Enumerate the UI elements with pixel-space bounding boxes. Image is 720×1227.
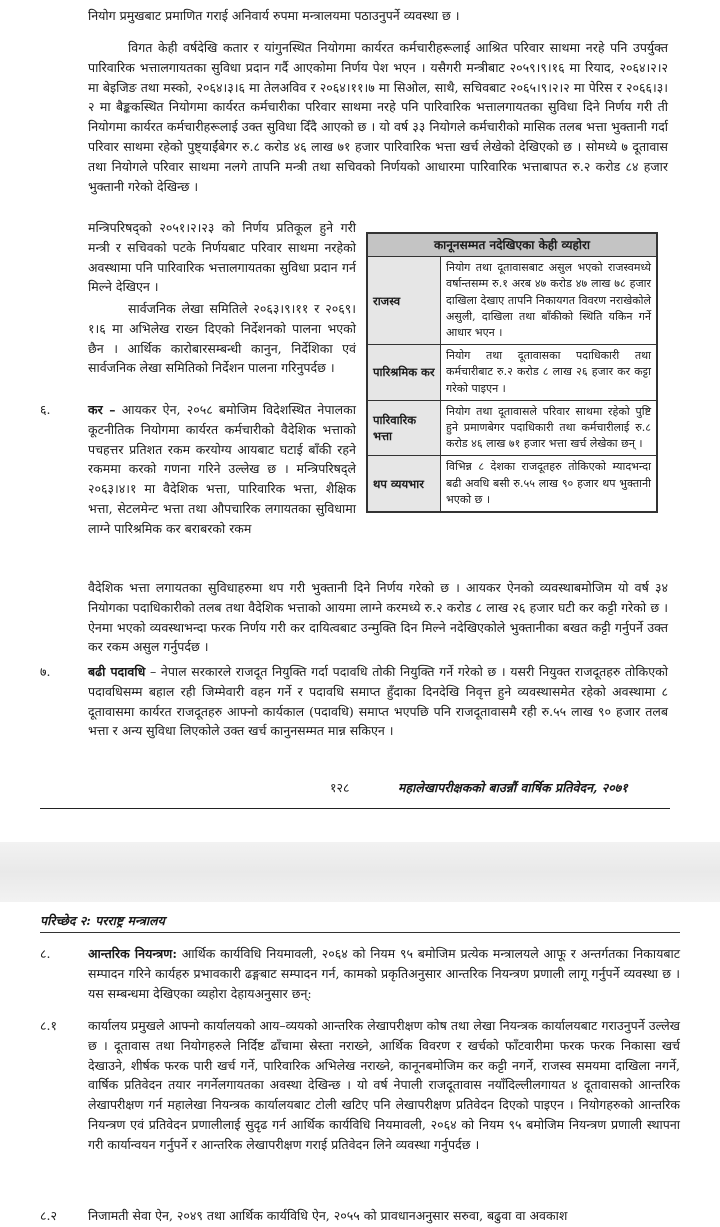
report-page-2: [0, 902, 720, 1227]
table-row: [367, 400, 657, 456]
row-text-family-allowance: नियोग तथा दूतावासले परिवार साथमा रहेको पुष्टि हुने प्रमाणबेगर पदाधिकारी तथा कर्मचारीलाई रु.८ करोड ४६ लाख ७१ हजार भत्ता खर्च लेखेका छन् ।: [441, 400, 658, 456]
row-text-remuneration-tax: नियोग तथा दूतावासका पदाधिकारी तथा कर्मचारीबाट रु.२ करोड ८ लाख २६ हजार कर कट्टा गरेको पाइएन ।: [441, 345, 658, 401]
paragraph-family-allowance: विगत केही वर्षदेखि कतार र यांगुनस्थित नियोगमा कार्यरत कर्मचारीहरूलाई आश्रित परिवार साथमा नरहे पनि उपर्युक्त पारिवारिक भत्तालगायतका सुविधा प्रदान गर्दै आएकोमा निर्णय पेश भएन । यसैगरी मन्त्रीबाट २०५९।९।१६ मा रियाद, २०६४।२।२ मा बेइजिङ तथा मस्को, २०६४।३।६ मा तेलअविव र २०६४।११।७ मा सिओल, साथै, सचिवबाट २०६५।९।२।२ मा पेरिस र २०६६।३।२ मा बैङ्ककस्थित नियोगमा कार्यरत कर्मचारीका परिवार साथमा नरहे पनि पारिवारिक भत्तालगायतका सुविधा दिने निर्णय गरी ती नियोगमा कार्यरत कर्मचारीहरूलाई उक्त सुविधा दिँदै आएको छ । यो वर्ष ३३ नियोगले कर्मचारीको मासिक तलब भत्ता भुक्तानी गर्दा परिवार साथमा रहेको पुष्ट्याईंबेगर रु.८ करोड ४६ लाख ७१ हजार पारिवारिक भत्ता खर्च लेखेको देखिएको छ । सोमध्ये ७ दूतावास तथा नियोगले परिवार साथमा नलगे तापनि मन्त्री तथा सचिवको निर्णयको आधारमा पारिवारिक भत्ताबापत रु.२ करोड ८४ हजार भुक्तानी गरेको देखिन्छ ।: [88, 40, 668, 194]
top-line: नियोग प्रमुखबाट प्रमाणित गराई अनिवार्य रुपमा मन्त्रालयमा पठाउनुपर्ने व्यवस्था छ ।: [88, 8, 460, 23]
item-8-1-number: ८.१: [40, 1018, 57, 1033]
paragraph-pac-directive: सार्वजनिक लेखा समितिले २०६३।९।११ र २०६९।१।६ मा अभिलेख राख्न दिएको निर्देशनको पालना भएको छैन । आर्थिक कारोबारसम्बन्धी कानुन, निर्देशिका एवं सार्वजनिक लेखा समितिको निर्देशन पालना गरिनुपर्दछ ।: [88, 301, 356, 376]
item-8-heading: आन्तरिक नियन्त्रण:: [88, 946, 177, 961]
item-6-heading: कर –: [88, 402, 116, 417]
row-text-extra-expense: विभिन्न ८ देशका राजदूतहरु तोकिएको म्यादभन्दा बढी अवधि बसी रु.५५ लाख ९० हजार थप भुक्तानी भएको छ ।: [441, 456, 658, 512]
side-table-title: कानूनसम्मत नदेखिएका केही व्यहोरा: [367, 233, 657, 257]
item-7-body: – नेपाल सरकारले राजदूत नियुक्ति गर्दा पदावधि तोकी नियुक्ति गर्ने गरेको छ । यसरी नियुक्त राजदूतहरु तोकिएको पदावधिसम्म बहाल रही जिम्मेवारी वहन गर्ने र पदावधि समाप्त हुँदाका दिनदेखि निवृत्त हुने व्यवस्थासमेत रहेको अवस्थामा ८ दूतावासमा कार्यरत राजदूतहरु आफ्नो कार्यकाल (पदावधि) समाप्त भएपछि पनि राजदूतावासमै रही रु.५५ लाख ९० हजार तलब भत्ता र अन्य सुविधा लिएकोले उक्त खर्च कानुनसम्मत मान्न सकिएन ।: [88, 664, 669, 739]
item-8-number: ८.: [40, 946, 51, 961]
page-number: १२८: [330, 780, 350, 795]
item-7-number: ७.: [40, 664, 51, 679]
row-label-remuneration-tax: पारिश्रमिक कर: [367, 345, 441, 401]
item-6-body: आयकर ऐन, २०५८ बमोजिम विदेशस्थित नेपालका कूटनीतिक नियोगमा कार्यरत कर्मचारीको वैदेशिक भत्ताको पचहत्तर प्रतिशत रकम करयोग्य आयबाट घटाई बाँकी रहने रकममा करको गणना गरिने उल्लेख छ । मन्त्रिपरिषद्ले २०६३।४।१ मा वैदेशिक भत्ता, पारिवारिक भत्ता, शैक्षिक भत्ता, सेटलमेन्ट भत्ता तथा औपचारिक लगायतका सुविधामा लाग्ने पारिश्रमिक कर बराबरको रकम: [88, 402, 356, 536]
page-gap: [0, 842, 720, 902]
side-table-irregularities: [366, 232, 658, 513]
footer-rule: [40, 808, 670, 809]
row-text-revenue: नियोग तथा दूतावासबाट असुल भएको राजस्वमध्ये वर्षान्तसम्म रु.१ अरब ४७ करोड ४७ लाख ७८ हजार दाखिला देखाए तापनि निकायगत विवरण नराखेकोले असुली, दाखिला तथा बाँकीको स्थिति यकिन गर्ने आधार भएन ।: [441, 257, 658, 345]
item-8-2-text: निजामती सेवा ऐन, २०४९ तथा आर्थिक कार्यविधि ऐन, २०५५ को प्रावधानअनुसार सरुवा, बढुवा वा अवकाश: [88, 1208, 568, 1223]
item-6-text-narrow: [88, 400, 356, 539]
table-row: [367, 456, 657, 512]
row-label-extra-expense: थप व्ययभार: [367, 456, 441, 512]
table-row: [367, 345, 657, 401]
item-7-heading: बढी पदावधि: [88, 664, 146, 679]
item-8-text: [88, 944, 680, 1003]
item-8-body: आर्थिक कार्यविधि नियमावली, २०६४ को नियम ९५ बमोजिम प्रत्येक मन्त्रालयले आफू र अन्तर्गतका निकायबाट सम्पादन गरिने कार्यहरु प्रभावकारी ढङ्गबाट सम्पादन गर्न, कामको प्रकृतिअनुसार आन्तरिक नियन्त्रण प्रणाली लागू गर्नुपर्ने व्यवस्था छ । यस सम्बन्धमा देखिएका व्यहोरा देहायअनुसार छन्:: [88, 946, 680, 1001]
item-6-text-full: वैदेशिक भत्ता लगायतका सुविधाहरुमा थप गरी भुक्तानी दिने निर्णय गरेको छ । आयकर ऐनको व्यवस्थाबमोजिम यो वर्ष ३४ नियोगका पदाधिकारीको तलब तथा वैदेशिक भत्ताको आयमा लाग्ने करमध्ये रु.२ करोड ८ लाख २६ हजार घटी कर कट्टी गरेको छ । ऐनमा भएको व्यवस्थाभन्दा फरक निर्णय गरी कर दायित्वबाट उन्मुक्ति दिन मिल्ने नदेखिएकोले भुक्तानीका बखत कट्टी गर्नुपर्ने उक्त कर रकम असुल गर्नुपर्दछ ।: [88, 580, 668, 655]
row-label-family-allowance: पारिवारिक भत्ता: [367, 400, 441, 456]
item-6-number: ६.: [40, 402, 51, 417]
row-label-revenue: राजस्व: [367, 257, 441, 345]
item-8-1-text: कार्यालय प्रमुखले आफ्नो कार्यालयको आय–व्ययको आन्तरिक लेखापरीक्षण कोष तथा लेखा नियन्त्रक कार्यालयबाट गराउनुपर्ने उल्लेख छ । दूतावास तथा नियोगहरुले निर्दिष्ट ढाँचामा स्रेस्ता नराख्ने, आर्थिक विवरण र खर्चको फाँटवारीमा फरक फरक निकासा खर्च देखाउने, शीर्षक फरक पारी खर्च गर्ने, पारिवारिक अभिलेख नराख्ने, कानूनबमोजिम कर कट्टी नगर्ने, राजस्व समयमा दाखिला नगर्ने, वार्षिक प्रतिवेदन तयार नगर्नेलगायतका अवस्था देखिन्छ । यो वर्ष नेपाली राजदूतावास नयाँदिल्लीलगायत ४ दूतावासको आन्तरिक लेखापरीक्षण गर्न महालेखा नियन्त्रक कार्यालयबाट टोली खटिए पनि लेखापरीक्षण प्रतिवेदन दिएको पाइएन । नियोगहरुको आन्तरिक नियन्त्रण एवं प्रतिवेदन प्रणालीलाई सुदृढ गर्न आर्थिक कार्यविधि नियमावली, २०६४ को नियम ९५ बमोजिम नियन्त्रण प्रणाली स्थापना गरी कार्यान्वयन गर्नुपर्ने र आन्तरिक लेखापरीक्षण गराई प्रतिवेदन लिने व्यवस्था गर्नुपर्दछ ।: [88, 1018, 680, 1152]
publication-title: महालेखापरीक्षकको बाउन्नौं वार्षिक प्रतिवेदन, २०७१: [398, 780, 628, 795]
paragraph-cabinet-decision: मन्त्रिपरिषद्को २०५१।२।२३ को निर्णय प्रतिकूल हुने गरी मन्त्री र सचिवको पटके निर्णयबाट परिवार साथमा नरहेको अवस्थामा पनि पारिवारिक भत्तालगायतका सुविधा प्रदान गर्न मिल्ने देखिएन ।: [88, 220, 356, 295]
table-row: [367, 257, 657, 345]
item-7-text: [88, 662, 668, 741]
item-8-2-number: ८.२: [40, 1208, 57, 1223]
chapter-heading: परिच्छेद २: परराष्ट्र मन्त्रालय: [40, 913, 165, 928]
chapter-rule: [40, 932, 680, 933]
